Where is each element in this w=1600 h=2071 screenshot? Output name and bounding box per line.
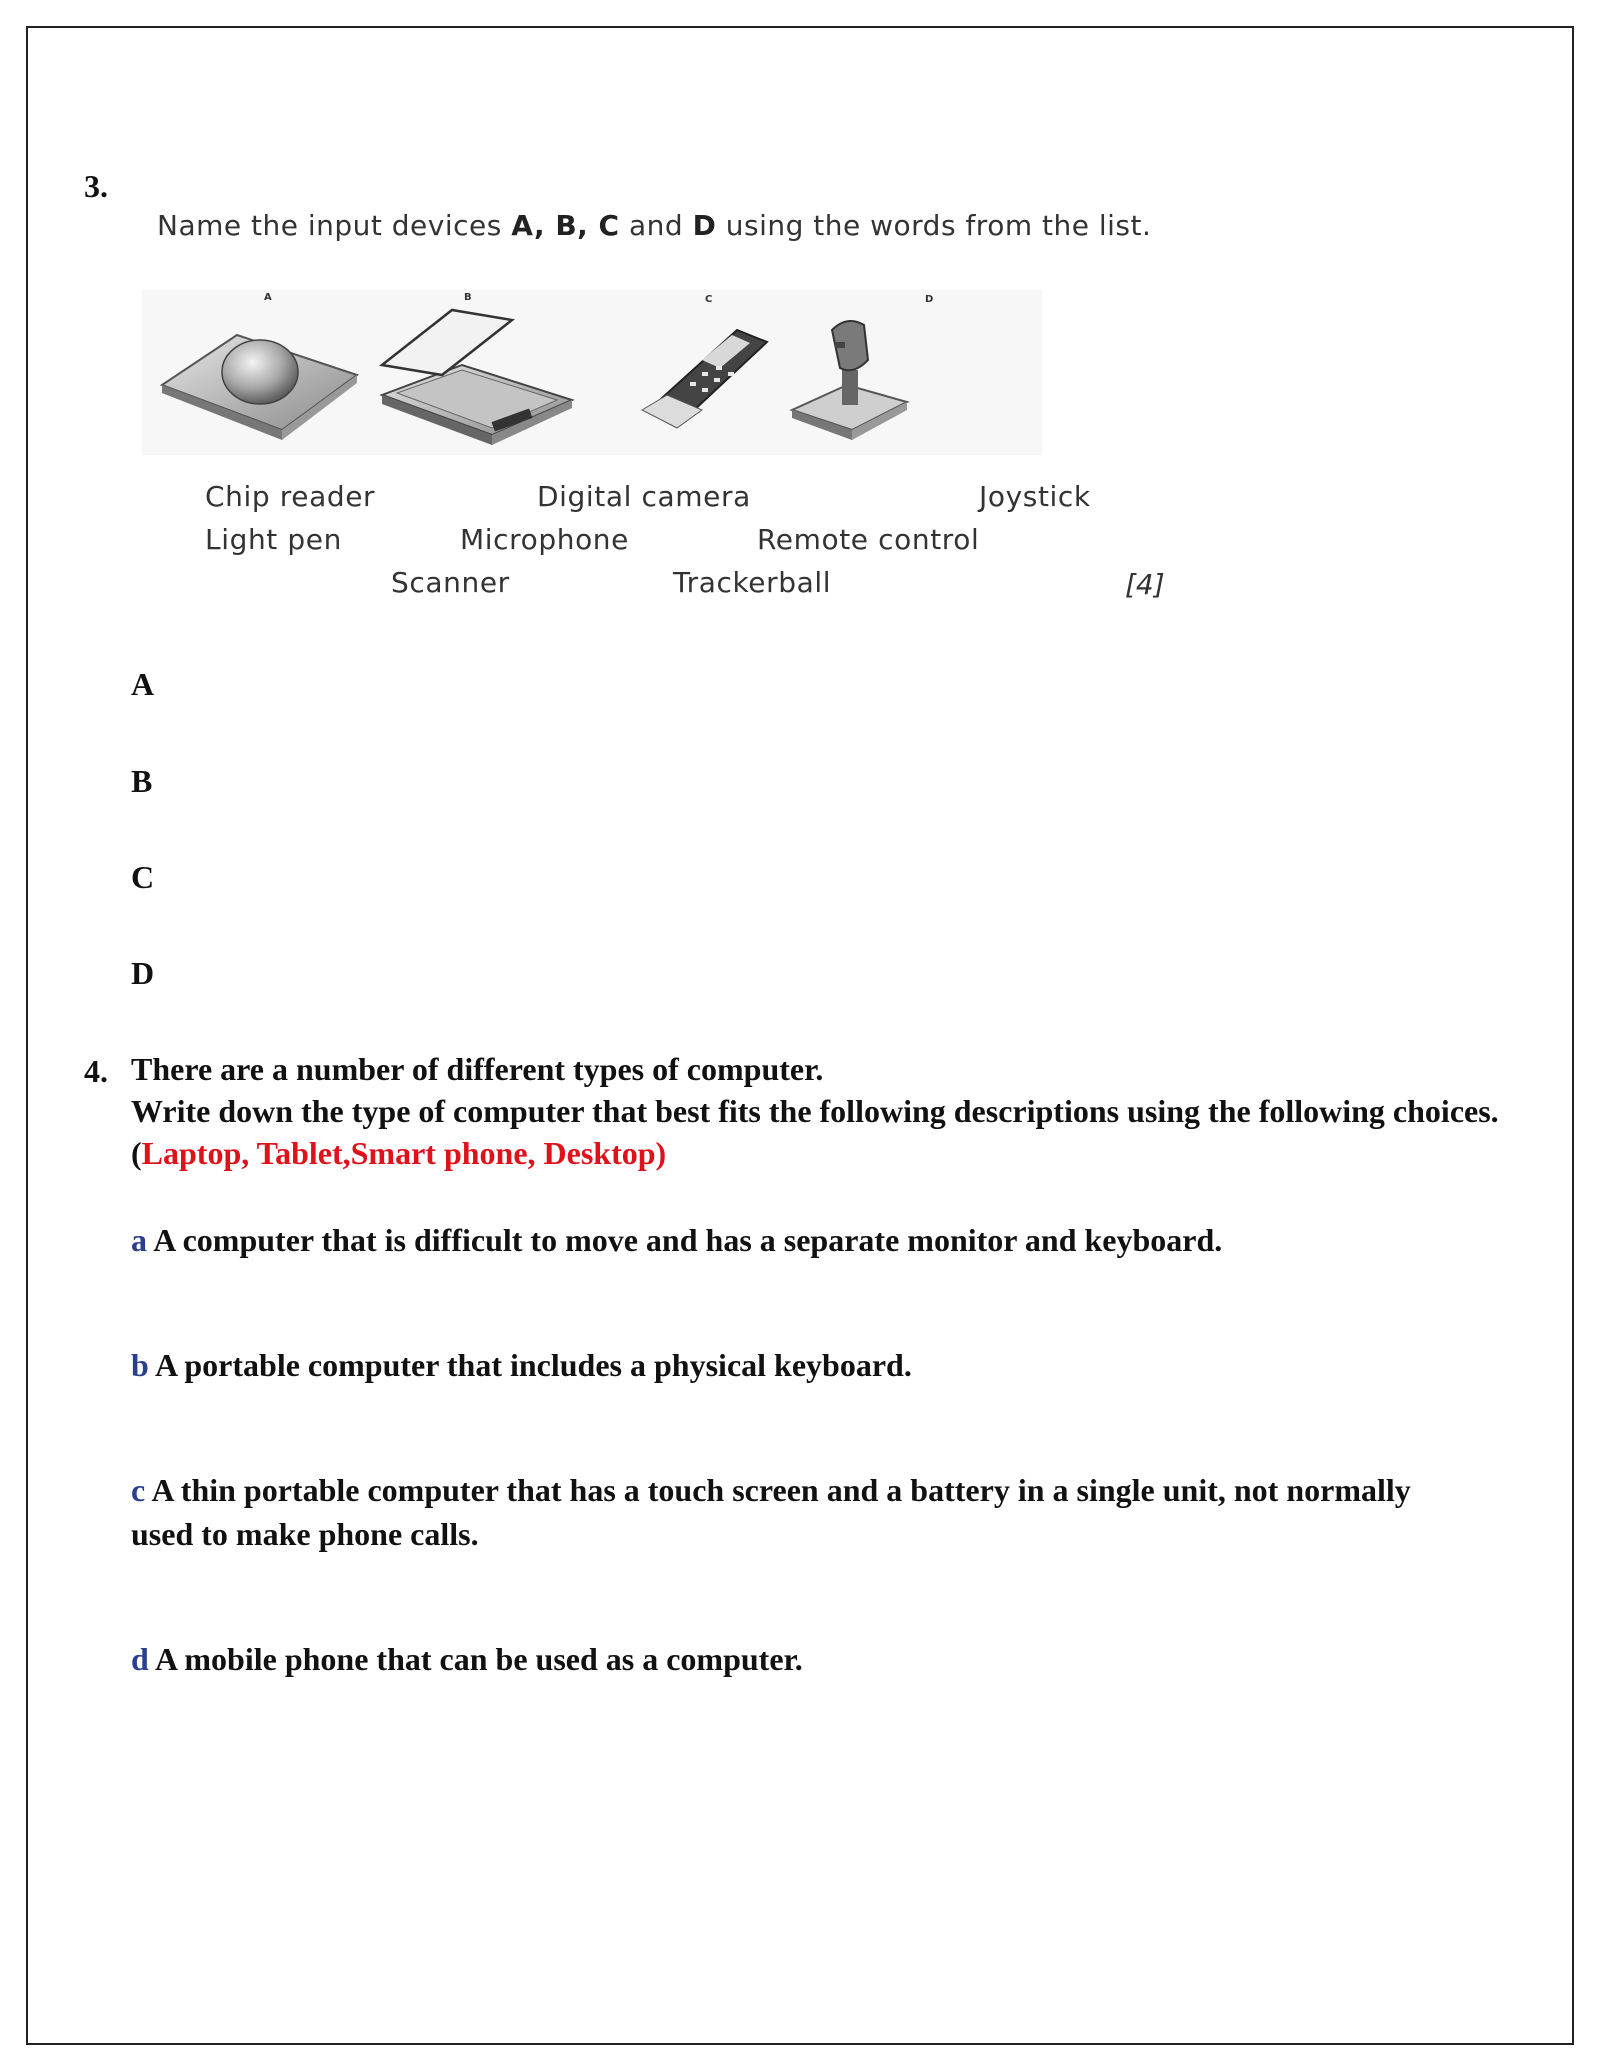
question-4-choices xyxy=(131,1132,1571,1174)
word-remote-control: Remote control xyxy=(757,523,980,556)
device-label-c: C xyxy=(705,294,713,305)
device-label-b: B xyxy=(464,292,472,303)
input-devices-svg xyxy=(142,290,1042,455)
word-scanner: Scanner xyxy=(391,566,510,599)
question-4-line1: There are a number of different types of computer. xyxy=(131,1051,824,1087)
item-b-letter: b xyxy=(131,1347,149,1383)
choices-list: Laptop, Tablet,Smart phone, Desktop) xyxy=(141,1135,667,1171)
answer-label-c: C xyxy=(131,859,155,895)
item-b-text: A portable computer that includes a physical keyboard. xyxy=(155,1347,912,1383)
question-4-line2: Write down the type of computer that best fits the following descriptions using the following choices. xyxy=(131,1093,1499,1129)
instruction-and: and xyxy=(619,209,693,242)
instruction-text-pre: Name the input devices xyxy=(157,209,512,242)
device-label-d: D xyxy=(925,294,934,305)
word-light-pen: Light pen xyxy=(205,523,342,556)
answer-label-d: D xyxy=(131,955,155,991)
item-a-text: A computer that is difficult to move and has a separate monitor and keyboard. xyxy=(153,1222,1223,1258)
question-3-instruction xyxy=(157,207,1207,245)
item-a-letter: a xyxy=(131,1222,147,1258)
instruction-letter-d: D xyxy=(692,209,717,242)
answer-label-b: B xyxy=(131,763,153,799)
input-devices-illustration xyxy=(142,290,1042,455)
question-4-intro xyxy=(131,1048,1571,1174)
word-chip-reader: Chip reader xyxy=(205,480,376,513)
question-4-item-b xyxy=(131,1343,1431,1387)
item-c-letter: c xyxy=(131,1472,146,1508)
word-digital-camera: Digital camera xyxy=(537,480,751,513)
question-3-marks: [4] xyxy=(1125,568,1165,601)
choices-open-paren: ( xyxy=(131,1135,142,1171)
question-4-item-c xyxy=(131,1468,1431,1556)
question-3-number: 3. xyxy=(84,168,108,204)
word-trackerball: Trackerball xyxy=(673,566,832,599)
question-4-item-a xyxy=(131,1218,1431,1262)
question-4-number: 4. xyxy=(84,1053,108,1089)
item-c-text: A thin portable computer that has a touch screen and a battery in a single unit, not normally used to make phone calls. xyxy=(131,1472,1411,1552)
item-d-text: A mobile phone that can be used as a computer. xyxy=(155,1641,803,1677)
device-label-a: A xyxy=(264,292,272,303)
word-joystick: Joystick xyxy=(979,480,1091,513)
word-microphone: Microphone xyxy=(460,523,629,556)
item-d-letter: d xyxy=(131,1641,149,1677)
answer-label-a: A xyxy=(131,666,155,702)
question-4-item-d xyxy=(131,1637,1431,1681)
instruction-letters: A, B, C xyxy=(511,209,620,242)
instruction-text-post: using the words from the list. xyxy=(716,209,1152,242)
